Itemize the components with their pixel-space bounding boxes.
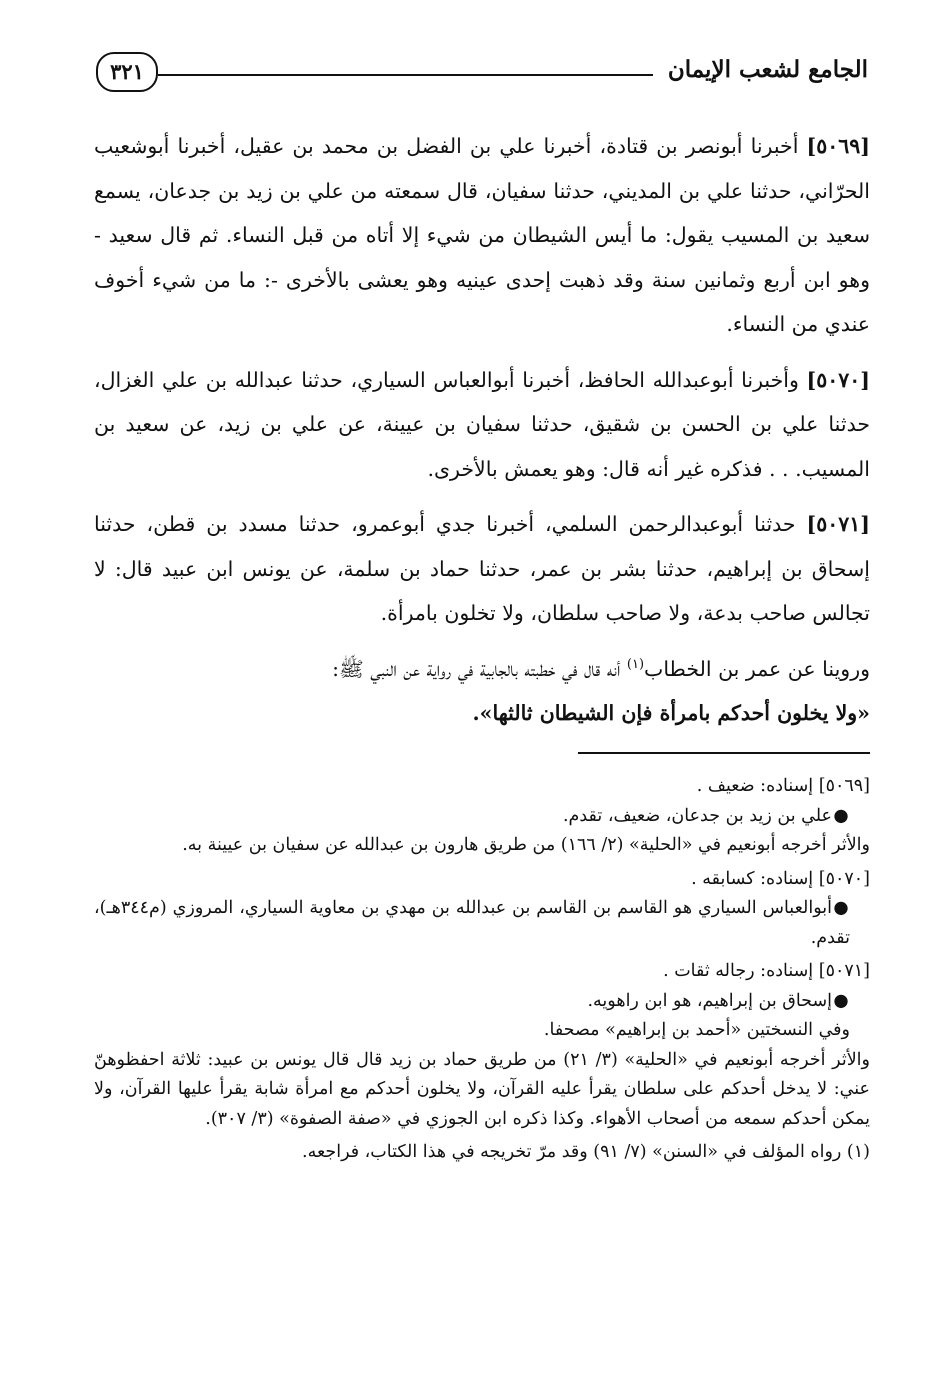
page-number: ٣٢١	[96, 52, 158, 92]
note-5071-head: [٥٠٧١] إسناده: رجاله ثقات .	[663, 961, 870, 981]
narration-text: وروينا عن عمر بن الخطاب	[644, 656, 870, 681]
commentary-notes	[94, 772, 870, 1168]
note-5069-bullet	[94, 802, 870, 832]
hadith-number: [٥٠٦٩]	[806, 134, 870, 158]
hadith-number: [٥٠٧٠]	[806, 367, 870, 392]
bullet-icon: ●	[833, 990, 849, 1011]
hadith-text: أخبرنا أبونصر بن قتادة، أخبرنا علي بن الفضل بن محمد بن عقيل، أخبرنا أبوشعيب الحرّاني، حدثنا علي بن المديني، حدثنا سفيان، قال سمعته من علي بن زيد بن جدعان، يسمع سعيد بن المسيب يقول: ما أيس الشيطان من شيء إلا أتاه من قبل النساء. ثم قال سعيد - وهو ابن أربع وثمانين سنة وقد ذهبت إحدى عينيه وهو يعشى بالأخرى -: ما من شيء أخوف عندي من النساء.	[94, 134, 870, 336]
hadith-5069	[94, 124, 870, 347]
bullet-icon: ●	[833, 898, 849, 918]
footnote-1: (١) رواه المؤلف في «السنن» (٧/ ٩١) وقد مرّ تخريجه في هذا الكتاب، فراجعه.	[302, 1142, 870, 1162]
note-text: إسحاق بن إبراهيم، هو ابن راهويه.	[587, 990, 832, 1011]
footnote-marker[interactable]: (١)	[626, 656, 645, 672]
prophetic-quote: «ولا يخلون أحدكم بامرأة فإن الشيطان ثالثها».	[472, 701, 870, 725]
header-rule	[158, 74, 653, 76]
note-5069-head: [٥٠٦٩] إسناده: ضعيف .	[696, 776, 870, 796]
narration-text-cont: أنه قال في خطبته بالجابية في رواية عن النبي ﷺ:	[332, 656, 627, 681]
hadith-5070	[94, 358, 870, 492]
hadith-5071	[94, 502, 870, 636]
note-5070-bullet	[94, 894, 870, 953]
note-5071-variant: وفي النسختين «أحمد بن إبراهيم» مصحفا.	[543, 1020, 850, 1040]
note-5070-head: [٥٠٧٠] إسناده: كسابقه .	[691, 868, 870, 889]
bullet-icon: ●	[833, 805, 849, 826]
note-5069-takhrij: والأثر أخرجه أبونعيم في «الحلية» (٢/ ١٦٦) من طريق هارون بن عبدالله عن سفيان بن عيينة به.	[182, 835, 870, 855]
narration-umar	[94, 647, 870, 736]
page-header	[96, 52, 868, 98]
note-text: أبوالعباس السياري هو القاسم بن القاسم بن عبدالله بن مهدي بن معاوية السياري، المروزي (م٣٤٤هـ)، تقدم.	[94, 898, 850, 948]
main-text	[94, 124, 870, 747]
note-5071-takhrij: والأثر أخرجه أبونعيم في «الحلية» (٣/ ٢١) من طريق حماد بن زيد قال قال يونس بن عبيد: ثلاثة احفظوهنّ عني: لا يدخل أحدكم على سلطان يقرأ عليه القرآن، ولا يخلون أحدكم مع امرأة شابة يقرأ عليها القرآن، ولا يمكن أحدكم سمعه من أصحاب الأهواء. وكذا ذكره ابن الجوزي في «صفة الصفوة» (٣/ ٣٠٧).	[94, 1049, 870, 1129]
note-text: علي بن زيد بن جدعان، ضعيف، تقدم.	[562, 805, 832, 826]
note-5071-bullet	[94, 987, 870, 1017]
hadith-text: وأخبرنا أبوعبدالله الحافظ، أخبرنا أبوالعباس السياري، حدثنا عبدالله بن علي الغزال، حدثنا علي بن الحسن بن شقيق، حدثنا سفيان بن عيينة، عن علي بن زيد، عن سعيد بن المسيب. . . فذكره غير أنه قال: وهو يعمش بالأخرى.	[94, 367, 870, 481]
running-title: الجامع لشعب الإيمان	[667, 56, 868, 83]
hadith-number: [٥٠٧١]	[806, 512, 870, 536]
footnote-divider	[578, 752, 870, 754]
hadith-text: حدثنا أبوعبدالرحمن السلمي، أخبرنا جدي أبوعمرو، حدثنا مسدد بن قطن، حدثنا إسحاق بن إبراهيم، حدثنا بشر بن عمر، حدثنا حماد بن سلمة، عن يونس ابن عبيد قال: لا تجالس صاحب بدعة، ولا صاحب سلطان، ولا تخلون بامرأة.	[94, 512, 870, 625]
